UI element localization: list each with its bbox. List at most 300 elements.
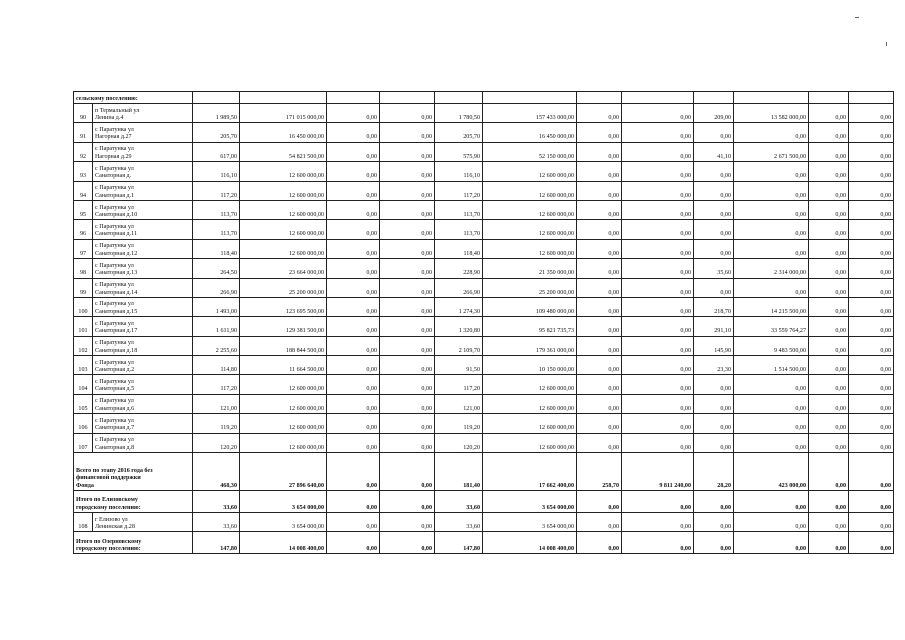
- value-cell: 181,40: [435, 453, 483, 491]
- text-line: с Паратунка ул: [95, 417, 134, 424]
- text-line: Ленина д.4: [95, 114, 124, 121]
- row-number: 103: [74, 356, 93, 375]
- value-cell: 0,00: [849, 433, 894, 452]
- value-cell: 16 450 000,00: [483, 123, 577, 142]
- row-number: 104: [74, 375, 93, 394]
- value-cell: 0,00: [734, 394, 809, 413]
- address-cell: [93, 278, 193, 297]
- value-cell: 109 480 000,00: [483, 297, 577, 316]
- empty-cell: [622, 92, 694, 104]
- value-cell: 12 600 000,00: [483, 162, 577, 181]
- value-cell: 119,20: [435, 414, 483, 433]
- value-cell: 0,00: [809, 162, 849, 181]
- table-row: [74, 513, 894, 532]
- value-cell: 617,00: [193, 142, 240, 161]
- text-line: Санаторная д.5: [95, 386, 135, 393]
- value-cell: 0,00: [622, 491, 694, 513]
- value-cell: 0,00: [849, 414, 894, 433]
- text-line: Санаторная д.15: [95, 308, 138, 315]
- value-cell: 0,00: [809, 317, 849, 336]
- table-row: [74, 356, 894, 375]
- empty-cell: [577, 92, 622, 104]
- value-cell: 0,00: [734, 414, 809, 433]
- value-cell: 9 483 500,00: [734, 336, 809, 355]
- table-row: [74, 297, 894, 316]
- row-number: 90: [74, 104, 93, 123]
- value-cell: 468,30: [193, 453, 240, 491]
- value-cell: 0,00: [327, 532, 380, 554]
- address-cell: [93, 181, 193, 200]
- text-line: Санаторная д.7: [95, 425, 135, 432]
- value-cell: 0,00: [327, 297, 380, 316]
- value-cell: 0,00: [849, 336, 894, 355]
- value-cell: 0,00: [327, 220, 380, 239]
- value-cell: 33 559 764,27: [734, 317, 809, 336]
- value-cell: 0,00: [327, 200, 380, 219]
- row-number: 105: [74, 394, 93, 413]
- value-cell: 0,00: [622, 181, 694, 200]
- empty-cell: [435, 92, 483, 104]
- value-cell: 0,00: [380, 414, 435, 433]
- value-cell: 147,80: [435, 532, 483, 554]
- value-cell: 0,00: [694, 200, 734, 219]
- row-number: 100: [74, 297, 93, 316]
- value-cell: 0,00: [577, 104, 622, 123]
- value-cell: 0,00: [694, 414, 734, 433]
- address-cell: [93, 375, 193, 394]
- value-cell: 1 274,30: [435, 297, 483, 316]
- value-cell: 0,00: [809, 532, 849, 554]
- value-cell: 0,00: [327, 375, 380, 394]
- row-number: 93: [74, 162, 93, 181]
- address-cell: [93, 200, 193, 219]
- value-cell: 12 600 000,00: [483, 239, 577, 258]
- total-elizovo-row: [74, 491, 894, 513]
- text-line: с Паратунка ул: [95, 262, 134, 269]
- value-cell: 95 821 735,73: [483, 317, 577, 336]
- value-cell: 12 600 000,00: [240, 200, 327, 219]
- value-cell: 0,00: [622, 317, 694, 336]
- text-line: городскому поселению:: [76, 504, 141, 511]
- value-cell: 0,00: [734, 181, 809, 200]
- value-cell: 0,00: [809, 513, 849, 532]
- value-cell: 3 654 000,00: [483, 491, 577, 513]
- value-cell: 0,00: [622, 532, 694, 554]
- value-cell: 0,00: [327, 181, 380, 200]
- value-cell: 0,00: [734, 239, 809, 258]
- value-cell: 0,00: [849, 142, 894, 161]
- value-cell: 2 255,60: [193, 336, 240, 355]
- total-ozernovsky-row: [74, 532, 894, 554]
- value-cell: 0,00: [809, 356, 849, 375]
- value-cell: 0,00: [380, 375, 435, 394]
- value-cell: 0,00: [809, 453, 849, 491]
- section-header-row: [74, 92, 894, 104]
- table-row: [74, 259, 894, 278]
- table-body: [74, 92, 894, 554]
- value-cell: 117,20: [193, 181, 240, 200]
- table-row: [74, 162, 894, 181]
- value-cell: 2 671 500,00: [734, 142, 809, 161]
- value-cell: 33,60: [435, 513, 483, 532]
- empty-cell: [734, 92, 809, 104]
- value-cell: 0,00: [849, 220, 894, 239]
- value-cell: 91,50: [435, 356, 483, 375]
- value-cell: 0,00: [380, 278, 435, 297]
- table-row: [74, 220, 894, 239]
- address-cell: [93, 123, 193, 142]
- value-cell: 12 600 000,00: [240, 220, 327, 239]
- value-cell: 0,00: [809, 142, 849, 161]
- value-cell: 120,20: [193, 433, 240, 452]
- value-cell: 0,00: [809, 491, 849, 513]
- value-cell: 0,00: [694, 394, 734, 413]
- value-cell: 1 780,50: [435, 104, 483, 123]
- value-cell: 0,00: [849, 394, 894, 413]
- value-cell: 0,00: [577, 532, 622, 554]
- row-number: 99: [74, 278, 93, 297]
- text-line: с Паратунка ул: [95, 398, 134, 405]
- value-cell: 0,00: [809, 433, 849, 452]
- value-cell: 12 600 000,00: [483, 220, 577, 239]
- value-cell: 0,00: [577, 181, 622, 200]
- value-cell: 0,00: [734, 433, 809, 452]
- value-cell: 3 654 000,00: [240, 513, 327, 532]
- text-line: с Паратунка ул: [95, 301, 134, 308]
- text-line: с Паратунка ул: [95, 146, 134, 153]
- value-cell: 10 150 000,00: [483, 356, 577, 375]
- value-cell: 0,00: [327, 394, 380, 413]
- empty-cell: [240, 92, 327, 104]
- value-cell: 0,00: [327, 142, 380, 161]
- value-cell: 0,00: [694, 433, 734, 452]
- text-line: с Паратунка ул: [95, 320, 134, 327]
- value-cell: 209,00: [694, 104, 734, 123]
- value-cell: 0,00: [849, 375, 894, 394]
- total-label: [74, 453, 193, 491]
- value-cell: 113,70: [435, 200, 483, 219]
- value-cell: 0,00: [327, 162, 380, 181]
- text-line: с Паратунка ул: [95, 223, 134, 230]
- value-cell: 0,00: [380, 104, 435, 123]
- value-cell: 0,00: [809, 200, 849, 219]
- value-cell: 0,00: [577, 200, 622, 219]
- value-cell: 54 821 500,00: [240, 142, 327, 161]
- value-cell: 0,00: [849, 532, 894, 554]
- address-cell: [93, 259, 193, 278]
- address-cell: [93, 513, 193, 532]
- text-line: Нагорная д.29: [95, 153, 132, 160]
- scan-speck: [855, 17, 859, 18]
- value-cell: 16 450 000,00: [240, 123, 327, 142]
- value-cell: 0,00: [380, 123, 435, 142]
- value-cell: 1 493,00: [193, 297, 240, 316]
- value-cell: 0,00: [809, 123, 849, 142]
- value-cell: 0,00: [380, 532, 435, 554]
- value-cell: 123 695 500,00: [240, 297, 327, 316]
- address-cell: [93, 394, 193, 413]
- value-cell: 1 320,80: [435, 317, 483, 336]
- housing-program-table: [73, 91, 894, 554]
- value-cell: 0,00: [327, 356, 380, 375]
- address-cell: [93, 297, 193, 316]
- value-cell: 0,00: [380, 394, 435, 413]
- text-line: Санаторная д.18: [95, 347, 138, 354]
- text-line: Санаторная д.10: [95, 211, 138, 218]
- value-cell: 0,00: [380, 181, 435, 200]
- value-cell: 118,40: [435, 239, 483, 258]
- value-cell: 264,50: [193, 259, 240, 278]
- value-cell: 0,00: [849, 162, 894, 181]
- value-cell: 0,00: [734, 491, 809, 513]
- value-cell: 157 433 000,00: [483, 104, 577, 123]
- empty-cell: [327, 92, 380, 104]
- value-cell: 0,00: [849, 239, 894, 258]
- value-cell: 129 381 500,00: [240, 317, 327, 336]
- value-cell: 0,00: [327, 491, 380, 513]
- value-cell: 9 811 240,00: [622, 453, 694, 491]
- value-cell: 0,00: [622, 278, 694, 297]
- value-cell: 0,00: [734, 532, 809, 554]
- value-cell: 14 008 400,00: [483, 532, 577, 554]
- value-cell: 0,00: [622, 414, 694, 433]
- table-row: [74, 142, 894, 161]
- value-cell: 0,00: [849, 259, 894, 278]
- table-row: [74, 414, 894, 433]
- value-cell: 0,00: [734, 220, 809, 239]
- text-line: Санаторная д.17: [95, 328, 138, 335]
- value-cell: 1 514 500,00: [734, 356, 809, 375]
- value-cell: 0,00: [577, 513, 622, 532]
- table-row: [74, 200, 894, 219]
- value-cell: 12 600 000,00: [240, 433, 327, 452]
- value-cell: 0,00: [622, 162, 694, 181]
- value-cell: 0,00: [577, 239, 622, 258]
- value-cell: 116,10: [435, 162, 483, 181]
- value-cell: 0,00: [380, 142, 435, 161]
- value-cell: 27 896 640,00: [240, 453, 327, 491]
- value-cell: 205,70: [435, 123, 483, 142]
- value-cell: 0,00: [809, 239, 849, 258]
- text-line: п Термальный ул: [95, 107, 140, 114]
- value-cell: 1 989,50: [193, 104, 240, 123]
- value-cell: 0,00: [809, 220, 849, 239]
- value-cell: 0,00: [327, 513, 380, 532]
- value-cell: 0,00: [694, 532, 734, 554]
- value-cell: 0,00: [577, 433, 622, 452]
- value-cell: 0,00: [849, 513, 894, 532]
- value-cell: 0,00: [380, 453, 435, 491]
- row-number: 94: [74, 181, 93, 200]
- value-cell: 0,00: [849, 453, 894, 491]
- text-line: Нагорная д.27: [95, 134, 132, 141]
- row-number: 91: [74, 123, 93, 142]
- value-cell: 0,00: [734, 200, 809, 219]
- address-cell: [93, 104, 193, 123]
- value-cell: 0,00: [809, 181, 849, 200]
- value-cell: 117,20: [193, 375, 240, 394]
- row-number: 106: [74, 414, 93, 433]
- text-line: с Паратунка ул: [95, 185, 134, 192]
- value-cell: 0,00: [622, 142, 694, 161]
- value-cell: 12 600 000,00: [483, 433, 577, 452]
- value-cell: 14 215 500,00: [734, 297, 809, 316]
- value-cell: 0,00: [380, 317, 435, 336]
- text-line: Санаторная д.8: [95, 444, 135, 451]
- text-line: Итого по Елизовскому: [76, 497, 138, 504]
- value-cell: 0,00: [622, 375, 694, 394]
- empty-cell: [483, 92, 577, 104]
- value-cell: 0,00: [694, 513, 734, 532]
- value-cell: 0,00: [380, 336, 435, 355]
- table-row: [74, 123, 894, 142]
- value-cell: 0,00: [849, 104, 894, 123]
- value-cell: 12 600 000,00: [483, 375, 577, 394]
- value-cell: 114,80: [193, 356, 240, 375]
- value-cell: 113,70: [435, 220, 483, 239]
- row-number: 101: [74, 317, 93, 336]
- value-cell: 145,90: [694, 336, 734, 355]
- scan-speck: [886, 42, 887, 46]
- table-row: [74, 104, 894, 123]
- value-cell: 113,70: [193, 220, 240, 239]
- value-cell: 0,00: [694, 220, 734, 239]
- address-cell: [93, 433, 193, 452]
- text-line: с Паратунка ул: [95, 126, 134, 133]
- value-cell: 0,00: [694, 491, 734, 513]
- value-cell: 0,00: [577, 375, 622, 394]
- value-cell: 0,00: [380, 297, 435, 316]
- value-cell: 0,00: [577, 394, 622, 413]
- text-line: с Паратунка ул: [95, 282, 134, 289]
- value-cell: 258,70: [577, 453, 622, 491]
- value-cell: 0,00: [327, 317, 380, 336]
- value-cell: 12 600 000,00: [240, 414, 327, 433]
- value-cell: 218,70: [694, 297, 734, 316]
- value-cell: 21 350 000,00: [483, 259, 577, 278]
- value-cell: 0,00: [577, 297, 622, 316]
- text-line: Санаторная д.: [95, 173, 132, 180]
- value-cell: 25 200 000,00: [240, 278, 327, 297]
- value-cell: 0,00: [809, 297, 849, 316]
- value-cell: 0,00: [327, 336, 380, 355]
- value-cell: 0,00: [734, 123, 809, 142]
- value-cell: 0,00: [327, 433, 380, 452]
- value-cell: 0,00: [380, 200, 435, 219]
- value-cell: 0,00: [380, 220, 435, 239]
- value-cell: 0,00: [849, 181, 894, 200]
- value-cell: 0,00: [694, 123, 734, 142]
- value-cell: 0,00: [577, 123, 622, 142]
- value-cell: 0,00: [849, 356, 894, 375]
- value-cell: 0,00: [577, 414, 622, 433]
- value-cell: 0,00: [849, 491, 894, 513]
- value-cell: 0,00: [577, 336, 622, 355]
- text-line: Всего по этапу 2016 года без: [76, 467, 153, 474]
- value-cell: 0,00: [622, 123, 694, 142]
- empty-cell: [849, 92, 894, 104]
- address-cell: [93, 356, 193, 375]
- value-cell: 0,00: [622, 394, 694, 413]
- value-cell: 13 582 000,00: [734, 104, 809, 123]
- value-cell: 121,00: [435, 394, 483, 413]
- text-line: с Паратунка ул: [95, 359, 134, 366]
- text-line: с Паратунка ул: [95, 165, 134, 172]
- value-cell: 33,60: [193, 491, 240, 513]
- value-cell: 179 361 000,00: [483, 336, 577, 355]
- value-cell: 0,00: [622, 200, 694, 219]
- value-cell: 121,00: [193, 394, 240, 413]
- row-number: 98: [74, 259, 93, 278]
- value-cell: 0,00: [694, 181, 734, 200]
- text-line: Санаторная д.14: [95, 289, 138, 296]
- text-line: Ленинская д.28: [95, 524, 135, 531]
- table-row: [74, 181, 894, 200]
- value-cell: 0,00: [694, 239, 734, 258]
- value-cell: 12 600 000,00: [240, 375, 327, 394]
- value-cell: 118,40: [193, 239, 240, 258]
- value-cell: 23,30: [694, 356, 734, 375]
- text-line: Санаторная д.13: [95, 270, 138, 277]
- address-cell: [93, 414, 193, 433]
- value-cell: 17 662 400,00: [483, 453, 577, 491]
- value-cell: 0,00: [849, 297, 894, 316]
- value-cell: 0,00: [327, 104, 380, 123]
- value-cell: 0,00: [809, 259, 849, 278]
- value-cell: 120,20: [435, 433, 483, 452]
- value-cell: 0,00: [849, 123, 894, 142]
- value-cell: 0,00: [849, 278, 894, 297]
- value-cell: 3 654 000,00: [240, 491, 327, 513]
- value-cell: 0,00: [694, 278, 734, 297]
- value-cell: 0,00: [734, 513, 809, 532]
- value-cell: 0,00: [380, 491, 435, 513]
- table-row: [74, 394, 894, 413]
- address-cell: [93, 220, 193, 239]
- value-cell: 14 008 400,00: [240, 532, 327, 554]
- value-cell: 12 600 000,00: [483, 181, 577, 200]
- value-cell: 0,00: [577, 259, 622, 278]
- text-line: Санаторная д.1: [95, 192, 135, 199]
- value-cell: 3 654 000,00: [483, 513, 577, 532]
- value-cell: 0,00: [577, 356, 622, 375]
- value-cell: 0,00: [734, 375, 809, 394]
- value-cell: 0,00: [849, 317, 894, 336]
- address-cell: [93, 142, 193, 161]
- table-row: [74, 239, 894, 258]
- value-cell: 0,00: [809, 104, 849, 123]
- row-number: 95: [74, 200, 93, 219]
- value-cell: 0,00: [380, 162, 435, 181]
- value-cell: 228,90: [435, 259, 483, 278]
- value-cell: 0,00: [327, 414, 380, 433]
- text-line: г Елизово ул: [95, 516, 128, 523]
- value-cell: 52 150 000,00: [483, 142, 577, 161]
- value-cell: 12 600 000,00: [240, 162, 327, 181]
- row-number: 102: [74, 336, 93, 355]
- value-cell: 0,00: [380, 356, 435, 375]
- total-label: [74, 491, 193, 513]
- value-cell: 171 015 000,00: [240, 104, 327, 123]
- value-cell: 0,00: [694, 162, 734, 181]
- value-cell: 0,00: [577, 162, 622, 181]
- value-cell: 423 000,00: [734, 453, 809, 491]
- empty-cell: [694, 92, 734, 104]
- row-number: 96: [74, 220, 93, 239]
- row-number: 107: [74, 433, 93, 452]
- empty-cell: [193, 92, 240, 104]
- value-cell: 0,00: [809, 336, 849, 355]
